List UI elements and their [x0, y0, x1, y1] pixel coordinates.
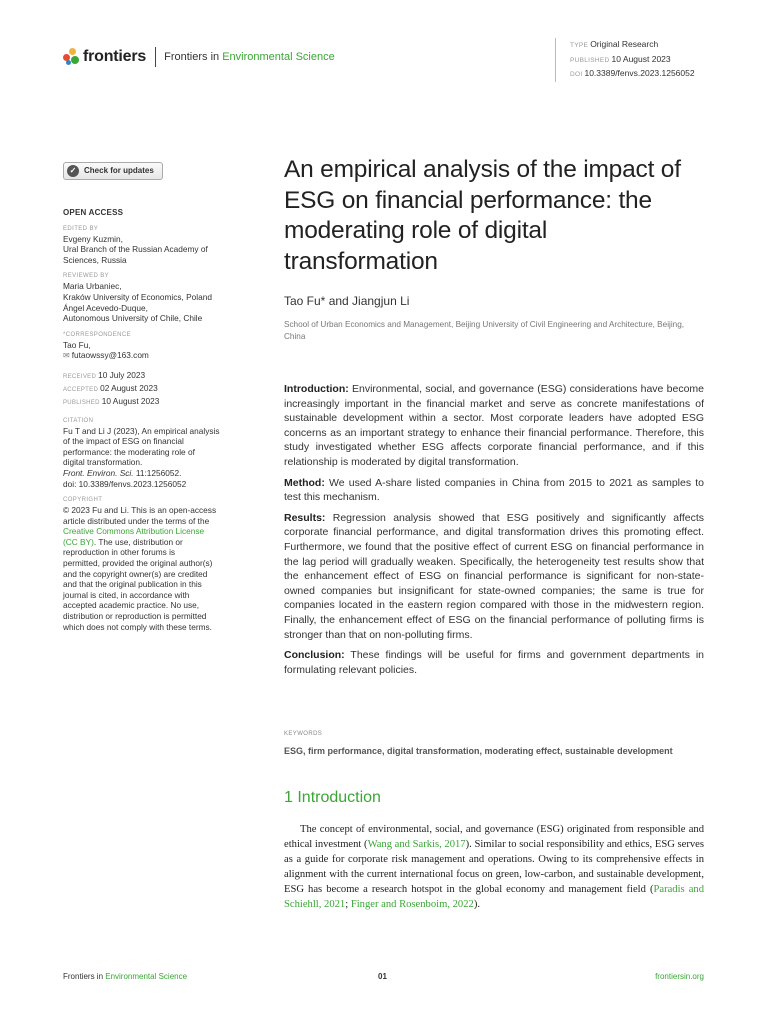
published-date — [63, 396, 239, 409]
reviewed-by — [63, 281, 239, 323]
abstract-method-label: Method: — [284, 476, 325, 489]
meta-type — [570, 38, 695, 53]
page-number: 01 — [378, 972, 387, 981]
footer-journal-prefix: Frontiers in — [63, 972, 106, 981]
reviewer-name: Ángel Acevedo-Duque, — [63, 302, 148, 313]
abstract-results-text: Regression analysis showed that ESG positively and significantly affects corporate financial performance, and digital transformation drives this promoting effect. Furthermore, we found that the positive effect of current ESG on financial performance in the lag period will gradually weaken. Specifically, the heterogeneity test results show that the enhancement effect of ESG on financial performance is significant for non-state-owned companies but insignificant for state-owned companies; the same is true for companies located in the eastern region compared with those in the midwestern region. Finally, the enhancement effect of ESG on the financial performance of polluting firms is stronger than that on non-polluting firms. — [284, 511, 704, 641]
abstract-results-label: Results: — [284, 511, 326, 524]
editor-affiliation: Ural Branch of the Russian Academy of — [63, 244, 208, 255]
body-text: ; — [345, 899, 351, 911]
edited-by — [63, 234, 239, 266]
abstract — [284, 382, 704, 683]
edited-by-label: EDITED BY — [63, 225, 99, 232]
copyright-line: journal is cited, in accordance with — [63, 589, 190, 600]
correspondence-label: *CORRESPONDENCE — [63, 331, 132, 338]
copyright-line: © 2023 Fu and Li. This is an open-access — [63, 505, 217, 516]
citation-volume: 11:1256052. — [133, 467, 182, 478]
abstract-conclusion — [284, 648, 704, 677]
body-text: The concept of environmental, social, and governance (ESG) originated from responsible and ethical investment ( — [284, 824, 704, 851]
citation-doi[interactable]: doi: 10.3389/fenvs.2023.1256052 — [63, 478, 187, 489]
update-check-icon: ✓ — [67, 165, 79, 177]
citation — [63, 426, 239, 490]
citation-link[interactable]: Finger and Rosenboim, 2022 — [350, 899, 474, 911]
correspondence-email[interactable]: futaowssy@163.com — [71, 350, 149, 361]
journal-name[interactable] — [164, 51, 335, 63]
dates — [63, 370, 239, 410]
abstract-method — [284, 476, 704, 505]
received-date — [63, 370, 239, 383]
copyright-line: permitted, provided the original author(s) — [63, 558, 213, 569]
reviewer-name: Maria Urbaniec, — [63, 281, 122, 292]
copyright-line: which does not comply with these terms. — [63, 621, 212, 632]
frontiers-logo[interactable] — [63, 47, 335, 67]
accepted-label: ACCEPTED — [63, 387, 99, 394]
check-for-updates-button[interactable] — [63, 162, 163, 180]
citation-line: digital transformation. — [63, 457, 143, 468]
citation-link[interactable]: Wang and Sarkis, 2017 — [367, 839, 466, 851]
article-sidebar — [63, 162, 239, 632]
copyright-line: and the copyright owner(s) are credited — [63, 568, 208, 579]
footer-journal[interactable] — [63, 972, 187, 981]
abstract-introduction — [284, 382, 704, 470]
license-link[interactable]: (CC BY) — [63, 536, 94, 547]
copyright-line: reproduction in other forums is — [63, 547, 176, 558]
correspondence-email-row[interactable] — [63, 350, 239, 362]
article-title: An empirical analysis of the impact of ESG on financial performance: the moderating role of digital transformation — [284, 156, 681, 275]
citation-label: CITATION — [63, 417, 94, 424]
article-authors[interactable]: Tao Fu* and Jiangjun Li — [284, 294, 410, 308]
editor-affiliation: Sciences, Russia — [63, 254, 127, 265]
copyright-line: article distributed under the terms of the — [63, 515, 210, 526]
keywords: ESG, firm performance, digital transformation, moderating effect, sustainable development — [284, 746, 673, 756]
footer-journal-name: Environmental Science — [105, 972, 188, 981]
copyright-line: distribution or reproduction is permitted — [63, 611, 207, 622]
citation-journal: Front. Environ. Sci. — [63, 467, 134, 478]
citation-link[interactable]: Paradis and Schiehll, 2021 — [284, 884, 704, 911]
published-label: PUBLISHED — [63, 400, 100, 407]
license-link[interactable]: Creative Commons Attribution License — [63, 526, 205, 537]
intro-paragraph — [284, 822, 704, 913]
meta-doi-label: DOI — [570, 71, 583, 78]
meta-published — [570, 53, 695, 68]
meta-type-label: TYPE — [570, 42, 589, 49]
abstract-intro-label: Introduction: — [284, 383, 349, 395]
body-text: ). Similar to social responsibility and ethics, ESG serves as a guide for corporate risk management and operations. Owing to its comprehensive effects in alignment with the current international focus on green, low-carbon, and sustainable development, ESG has become a research hotspot in the global economy and management field ( — [284, 839, 704, 896]
citation-journal-line — [63, 468, 239, 479]
copyright — [63, 505, 239, 632]
copyright-line: and that the original publication in this — [63, 579, 202, 590]
abstract-method-text: We used A-share listed companies in China from 2015 to 2021 as samples to test this mechanism. — [284, 476, 704, 504]
logo-wordmark: frontiers — [83, 48, 147, 65]
copyright-line: accepted academic practice. No use, — [63, 600, 200, 611]
received-label: RECEIVED — [63, 373, 97, 380]
open-access-label: OPEN ACCESS — [63, 208, 124, 217]
editor-name: Evgeny Kuzmin, — [63, 233, 123, 244]
received-value: 10 July 2023 — [98, 369, 146, 380]
footer-site-link[interactable] — [655, 972, 704, 981]
accepted-value: 02 August 2023 — [100, 383, 158, 394]
citation-line: of the impact of ESG on financial — [63, 436, 184, 447]
copyright-line — [63, 537, 239, 548]
published-value: 10 August 2023 — [101, 396, 160, 407]
frontiers-logo-icon — [63, 48, 79, 66]
envelope-icon: ✉ — [63, 351, 70, 361]
header-divider — [155, 47, 156, 67]
meta-type-value: Original Research — [590, 39, 659, 49]
meta-published-value: 10 August 2023 — [611, 53, 671, 64]
author-affiliation: School of Urban Economics and Management, Beijing University of Civil Engineering and Architecture, Beijing, China — [284, 320, 685, 341]
reviewer-affiliation: Autonomous University of Chile, Chile — [63, 313, 203, 324]
meta-doi[interactable] — [570, 67, 695, 82]
accepted-date — [63, 383, 239, 396]
citation-line: performance: the moderating role of — [63, 446, 195, 457]
abstract-results — [284, 511, 704, 642]
article-meta — [555, 38, 695, 82]
check-updates-label: Check for updates — [84, 165, 154, 175]
section-heading: 1 Introduction — [284, 789, 381, 806]
keywords-label: KEYWORDS — [284, 731, 323, 737]
meta-doi-value[interactable]: 10.3389/fenvs.2023.1256052 — [584, 68, 695, 78]
body-text: ). — [473, 899, 480, 911]
meta-published-label: PUBLISHED — [570, 56, 610, 64]
reviewer-affiliation: Kraków University of Economics, Poland — [63, 291, 212, 302]
correspondence — [63, 340, 239, 362]
reviewed-by-label: REVIEWED BY — [63, 273, 110, 280]
citation-line: Fu T and Li J (2023), An empirical analysis — [63, 425, 220, 436]
abstract-conclusion-label: Conclusion: — [284, 649, 345, 662]
footer-site[interactable]: frontiersin.org — [655, 972, 704, 981]
correspondence-name: Tao Fu, — [63, 339, 91, 350]
copyright-text: . The use, distribution or — [93, 536, 183, 547]
abstract-conclusion-text: These findings will be useful for firms and government departments in formulating relevant policies. — [284, 649, 704, 676]
copyright-label: COPYRIGHT — [63, 497, 103, 504]
journal-title: Environmental Science — [222, 51, 335, 63]
journal-prefix: Frontiers in — [164, 51, 220, 63]
abstract-intro-text: Environmental, social, and governance (ESG) considerations have become increasingly important in the financial market and serve as concrete manifestations of sustainable development within a sector. Most corporate leaders have adopted ESG concerns as an important strategy to enhance their financial performance. Therefore, this study investigated whether ESG affects corporate financial performance, and if this relationship is moderated by digital transformation. — [284, 383, 704, 468]
